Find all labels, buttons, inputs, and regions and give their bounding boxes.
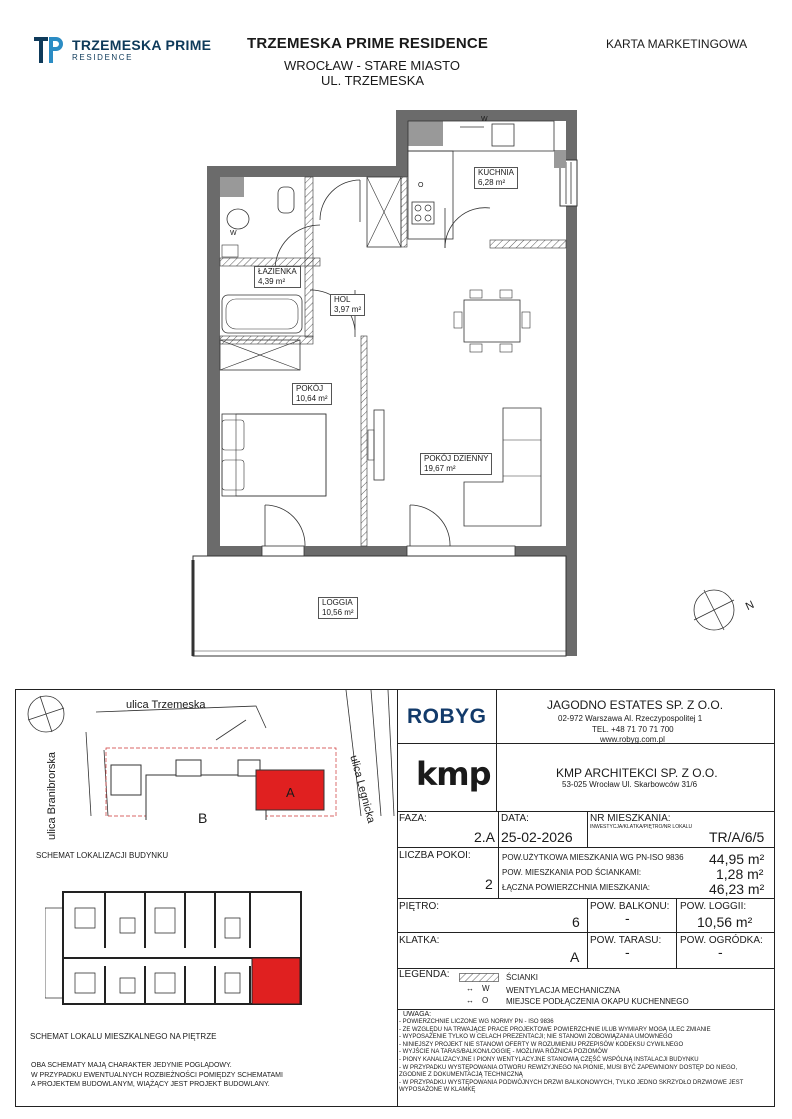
terrace-label: POW. TARASU:: [590, 935, 662, 946]
street-trzemeska: ulica Trzemeska: [126, 699, 206, 711]
site-plan: [16, 690, 396, 820]
phase-label: FAZA:: [399, 813, 427, 824]
compass-north-label: N: [743, 598, 757, 614]
living-room-label: POKÓJ DZIENNY 19,67 m²: [420, 453, 492, 475]
rooms-label: LICZBA POKOI:: [399, 850, 471, 861]
floor-caption: SCHEMAT LOKALU MIESZKALNEGO NA PIĘTRZE: [30, 1032, 217, 1041]
under-walls-area-label: POW. MIESZKANIA POD ŚCIANKAMI:: [502, 868, 642, 877]
under-walls-area-value: 1,28 m²: [716, 866, 764, 882]
logo-sub: RESIDENCE: [72, 53, 134, 62]
building-a-label: A: [286, 785, 295, 800]
site-caption: SCHEMAT LOKALIZACJI BUDYNKU: [36, 851, 169, 860]
building-b-label: B: [198, 810, 208, 826]
floor-schematic: [45, 888, 345, 1018]
vent-arrow-icon: ↔: [466, 984, 474, 993]
bath-vent-symbol: W: [230, 230, 237, 237]
stairwell-value: A: [570, 949, 580, 965]
balcony-value: -: [625, 910, 630, 926]
date-label: DATA:: [501, 813, 529, 824]
street-branibrorska: ulica Branibrorska: [46, 751, 58, 840]
legend-vent: WENTYLACJA MECHANICZNA: [506, 986, 621, 995]
developer-address: 02-972 Warszawa Al. Rzeczypospolitej 1: [558, 714, 703, 723]
apartment-no-label: NR MIESZKANIA:: [590, 813, 671, 824]
stairwell-label: KLATKA:: [399, 935, 440, 946]
rooms-value: 2: [485, 876, 493, 892]
loggia-area-value: 10,56 m²: [697, 914, 753, 930]
walls-hatch-icon: [459, 973, 499, 982]
architect-address: 53-025 Wrocław Ul. Skarbowców 31/6: [562, 780, 698, 789]
location-line: WROCŁAW - STARE MIASTO: [284, 58, 460, 73]
loggia-area-label: POW. LOGGII:: [680, 901, 747, 912]
usable-area-value: 44,95 m²: [709, 851, 765, 867]
hall-label: HOL 3,97 m²: [330, 294, 365, 316]
legend-label: LEGENDA:: [399, 969, 450, 980]
apartment-no-value: TR/A/6/5: [709, 829, 765, 845]
usable-area-label: POW.UŻYTKOWA MIESZKANIA WG PN-ISO 9836: [502, 853, 684, 862]
total-area-value: 46,23 m²: [709, 881, 765, 897]
developer-website: www.robyg.com.pl: [600, 735, 665, 744]
logo-brand: TRZEMESKA PRIME: [72, 37, 212, 53]
robyg-logo: ROBYG: [407, 705, 487, 728]
date-value: 25-02-2026: [501, 829, 573, 845]
legend-hood: MIEJSCE PODŁĄCZENIA OKAPU KUCHENNEGO: [506, 997, 689, 1006]
street-legnicka: ulica Legnicka: [347, 754, 378, 825]
developer-phone: TEL. +48 71 70 71 700: [592, 725, 674, 734]
card-type: KARTA MARKETINGOWA: [606, 37, 748, 51]
bedroom-label: POKÓJ 10,64 m²: [292, 383, 332, 405]
kitchen-vent-symbol: W: [481, 116, 488, 123]
terrace-value: -: [625, 944, 630, 960]
garden-value: -: [718, 944, 723, 960]
legend-walls: ŚCIANKI: [506, 973, 539, 982]
apartment-no-sub: INWESTYCJA/KLATKA/PIĘTRO/NR LOKALU: [590, 824, 693, 830]
architect-name: KMP ARCHITEKCI SP. Z O.O.: [556, 766, 718, 780]
hood-arrow-icon: ↔: [466, 996, 474, 1005]
north-compass-icon: [694, 590, 734, 630]
outer-walls: [207, 110, 577, 656]
page-title: TRZEMESKA PRIME RESIDENCE: [247, 35, 489, 52]
street-line: UL. TRZEMESKA: [321, 73, 425, 88]
phase-value: 2.A: [474, 829, 496, 845]
hood-legend-symbol: O: [482, 996, 489, 1005]
developer-name: JAGODNO ESTATES SP. Z O.O.: [547, 698, 724, 712]
kmp-logo: kmp: [416, 755, 491, 793]
floor-value: 6: [572, 914, 580, 930]
disclaimer: OBA SCHEMATY MAJĄ CHARAKTER JEDYNIE POGLĄDOWY. W PRZYPADKU EWENTUALNYCH ROZBIEŻNOŚCI POMIĘDZY SCHEMATAMI A PROJEKTEM BUDOWLANYM, WIĄŻĄCY JEST PROJEKT BUDOWLANY.: [31, 1062, 283, 1088]
garden-label: POW. OGRÓDKA:: [680, 935, 763, 946]
hood-symbol: O: [418, 182, 424, 189]
notes-title: UWAGA:: [403, 1011, 432, 1018]
notes: UWAGA: - POWIERZCHNIE LICZONE WG NORMY PN - ISO 9836 - ZE WZGLĘDU NA TRWAJĄCE PRACE PROJEKTOWE POWIERZCHNIE I/LUB WYMIARY MOGĄ ULEC ZMIANIE - WYPOSAŻENIE TYLKO W CELACH PREZENTACJI; NIE STANOWI ZOBOWIĄZANIA UMOWNEGO - NINIEJSZY PROJEKT NIE STANOWI OFERTY W ROZUMIENIU PRZEPISÓW KODEKSU CYWILNEGO - WYJŚCIE NA TARAS/BALKON/LOGGIĘ - MOŻLIWA RÓŻNICA POZIOMÓW - PIONY KANALIZACYJNE I PIONY WENTYLACYJNE STANOWIĄ CZĘŚĆ WSPÓLNĄ INSTALACJI BUDYNKU - W PRZYPADKU WYSTĘPOWANIA OTWORU REWIZYJNEGO NA PIONIE, MUSI BYĆ ZAPEWNIONY DOSTĘP DO NIEGO, ZGODNIE Z DOKUMENTACJĄ TECHNICZNĄ - W PRZYPADKU WYSTĘPOWANIA PODWÓJNYCH DRZWI BALKONOWYCH, TYLKO JEDNO SKRZYDŁO DRZWIOWE JEST WYPOSAŻONE W KLAMKĘ: [399, 1011, 744, 1094]
floor-label: PIĘTRO:: [399, 901, 440, 912]
bathroom-label: ŁAZIENKA 4,39 m²: [254, 266, 301, 288]
loggia-label: LOGGIA 10,56 m²: [318, 597, 358, 619]
balcony-label: POW. BALKONU:: [590, 901, 670, 912]
total-area-label: ŁĄCZNA POWIERZCHNIA MIESZKANIA:: [502, 883, 651, 892]
vent-symbol: W: [482, 984, 490, 993]
kitchen-label: KUCHNIA 6,28 m²: [474, 167, 518, 189]
apartment-marker: [252, 958, 300, 1004]
